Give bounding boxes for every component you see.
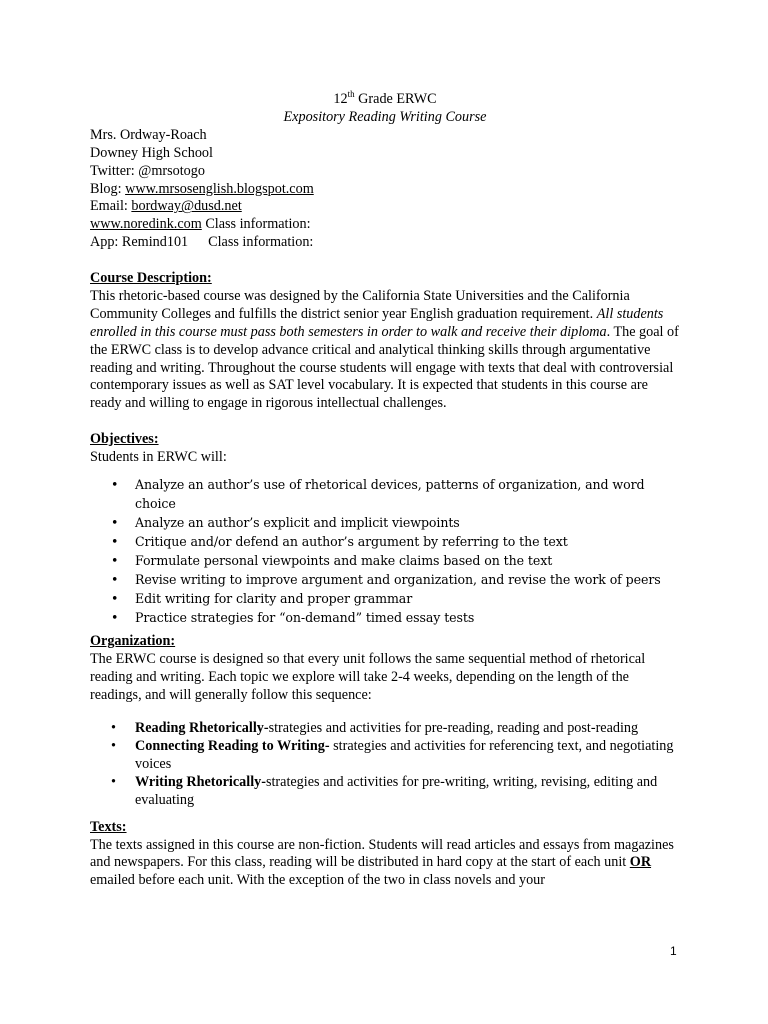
list-item-text: strategies and activities for referencing text, and negotiating voices xyxy=(135,737,674,772)
list-item: • Analyze an author’s explicit and implicit viewpoints xyxy=(90,513,680,532)
list-item: • Revise writing to improve argument and organization, and revise the work of peers xyxy=(90,570,680,589)
school-name: Downey High School xyxy=(90,144,213,161)
course-description-text xyxy=(90,288,680,413)
organization-heading: Organization: xyxy=(90,633,176,649)
list-item-bold: Reading Rhetorically- xyxy=(135,719,269,736)
texts-part-1: The texts assigned in this course are non-fiction. Students will read articles and essays from magazines and newspapers. For this class, reading will be distributed in hard copy at the start of each unit xyxy=(90,836,674,871)
list-item xyxy=(90,719,680,737)
noredink-line xyxy=(90,216,680,234)
grade-heading-rest: Grade ERWC xyxy=(354,91,437,107)
list-item xyxy=(90,773,680,809)
list-item-text: strategies and activities for pre-reading, reading and post-reading xyxy=(268,719,639,736)
grade-heading xyxy=(90,91,680,109)
texts-heading: Texts: xyxy=(90,818,127,835)
texts-part-2: emailed before each unit. With the exception of the two in class novels and your xyxy=(90,872,545,889)
texts-or-emphasis: OR xyxy=(629,854,652,871)
email-label: Email: xyxy=(90,198,132,215)
app-label: App: Remind101 xyxy=(90,234,189,251)
list-item-bold: Connecting Reading to Writing- xyxy=(135,737,330,754)
blog-label: Blog: xyxy=(90,180,126,197)
list-item: • Critique and/or defend an author’s argument by referring to the text xyxy=(90,532,680,551)
app-class-info: Class information: xyxy=(208,234,314,251)
course-description-italic: All students enrolled in this course must pass both semesters in order to walk and receive their diploma xyxy=(90,305,664,340)
objectives-heading: Objectives: xyxy=(90,431,159,448)
course-description-heading: Course Description: xyxy=(90,270,212,287)
twitter-handle: Twitter: @mrsotogo xyxy=(90,162,205,179)
grade-number: 12 xyxy=(333,91,348,107)
noredink-class-info: Class information: xyxy=(201,216,311,233)
objectives-intro: Students in ERWC will: xyxy=(90,449,227,466)
list-item-bold: Writing Rhetorically- xyxy=(135,773,266,790)
teacher-name: Mrs. Ordway-Roach xyxy=(90,126,207,143)
texts-text xyxy=(90,837,680,891)
grade-suffix: th xyxy=(347,89,355,99)
contact-block xyxy=(90,127,680,252)
course-title: Expository Reading Writing Course xyxy=(283,108,487,125)
blog-link[interactable]: www.mrsosenglish.blogspot.com xyxy=(125,180,314,197)
objectives-list xyxy=(90,475,680,627)
organization-list xyxy=(90,719,680,809)
list-item: • Formulate personal viewpoints and make claims based on the text xyxy=(90,551,680,570)
document-page xyxy=(90,91,680,890)
page-number: 1 xyxy=(670,944,677,958)
blog-line xyxy=(90,181,680,199)
course-description-part-1: This rhetoric-based course was designed by the California State Universities and the California Community Colleges and fulfills the district senior year English graduation requirement. xyxy=(90,287,630,322)
list-item xyxy=(90,737,680,773)
app-line xyxy=(90,234,680,252)
email-line xyxy=(90,198,680,216)
email-link[interactable]: bordway@dusd.net xyxy=(131,198,242,215)
list-item: • Edit writing for clarity and proper grammar xyxy=(90,589,680,608)
course-description-part-2: . The goal of the ERWC class is to develop advance critical and analytical thinking skills through argumentative reading and writing. Throughout the course students will engage with texts that deal with controversial contemporary issues as well as SAT level vocabulary. It is expected that students in this course are ready and willing to engage in rigorous intellectual challenges. xyxy=(90,323,679,412)
noredink-link[interactable]: www.noredink.com xyxy=(90,216,202,233)
list-item-text: strategies and activities for pre-writing, writing, revising, editing and evaluating xyxy=(135,773,658,808)
list-item: • Analyze an author’s use of rhetorical devices, patterns of organization, and word choice xyxy=(90,475,680,513)
list-item: • Practice strategies for “on-demand” timed essay tests xyxy=(90,608,680,627)
organization-text: The ERWC course is designed so that every unit follows the same sequential method of rhetorical reading and writing. Each topic we explore will take 2-4 weeks, depending on the length of the readings, and will generally follow this sequence: xyxy=(90,650,646,703)
